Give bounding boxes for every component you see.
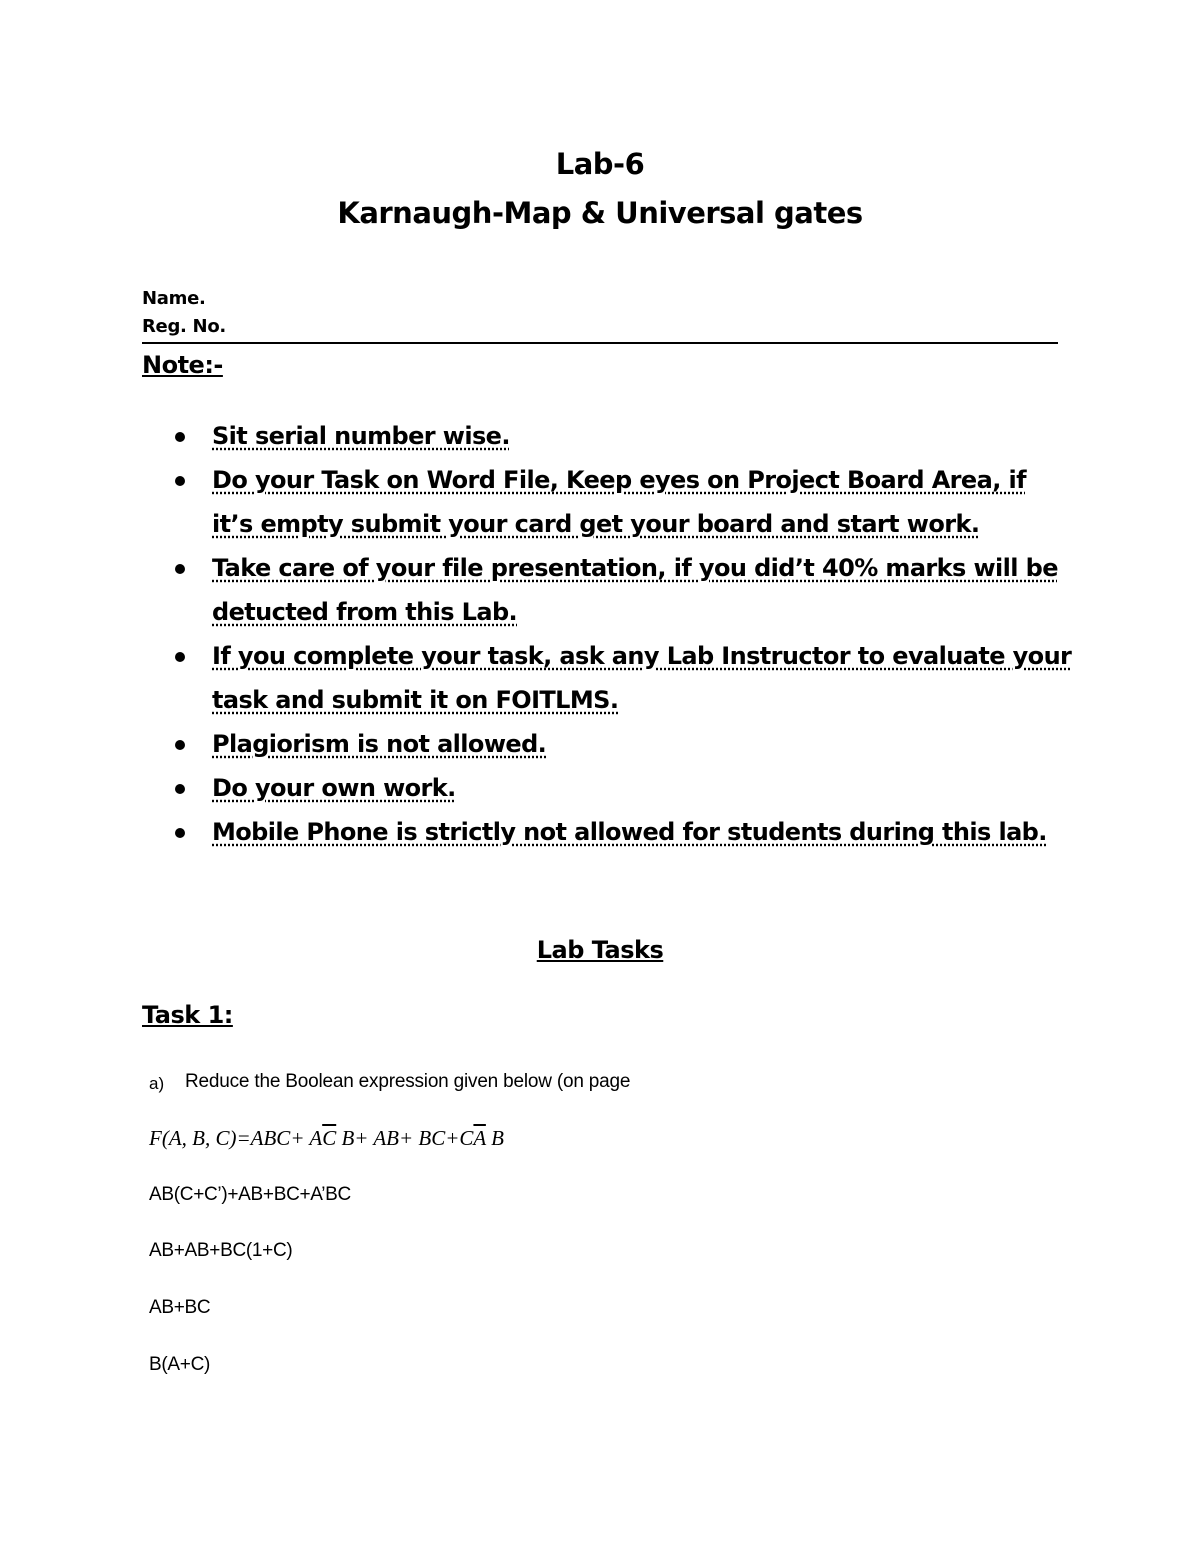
reduction-step: AB(C+C’)+AB+BC+A’BC [149,1184,351,1205]
formula-lhs: F(A, B, C)= [149,1126,251,1150]
note-item: Do your Task on Word File, Keep eyes on Project Board Area, if it’s empty submit your card get your board and start work. [172,458,1072,546]
bullet-icon [175,652,185,662]
lab-number-heading: Lab-6 [555,147,645,181]
reduction-step: AB+AB+BC(1+C) [149,1240,293,1261]
part-a-label: a) [149,1074,165,1093]
note-item: If you complete your task, ask any Lab Instructor to evaluate your task and submit it on FOITLMS. [172,634,1072,722]
note-heading: Note:- [142,351,223,379]
lab-tasks-heading: Lab Tasks [536,936,664,964]
note-item: Mobile Phone is strictly not allowed for students during this lab. [172,810,1072,854]
reduction-step: AB+BC [149,1297,211,1318]
note-item: Plagiorism is not allowed. [172,722,1072,766]
header-divider [142,342,1058,344]
note-item: Do your own work. [172,766,1072,810]
lab-title-heading: Karnaugh-Map & Universal gates [337,196,863,230]
bullet-icon [175,740,185,750]
note-item: Sit serial number wise. [172,414,1072,458]
note-item: Take care of your file presentation, if you did’t 40% marks will be detucted from this Lab. [172,546,1072,634]
formula-term: B [485,1126,504,1150]
bullet-icon [175,564,185,574]
bullet-icon [175,828,185,838]
note-list [172,414,1072,854]
reg-no-field-label: Reg. No. [142,316,226,337]
formula-complement: $\overline{A}$ [473,1126,486,1150]
formula-complement: $\overline{C}$ [322,1126,337,1150]
reduction-step: B(A+C) [149,1354,211,1375]
bullet-icon [175,432,185,442]
bullet-icon [175,476,185,486]
formula-term: ABC+ A [250,1126,323,1150]
boolean-formula [149,1126,504,1151]
formula-term: B+ AB+ BC+C [336,1126,474,1150]
task-1-heading: Task 1: [142,1001,233,1029]
part-a-question: Reduce the Boolean expression given below (on page [185,1071,631,1092]
bullet-icon [175,784,185,794]
name-field-label: Name. [142,288,206,309]
